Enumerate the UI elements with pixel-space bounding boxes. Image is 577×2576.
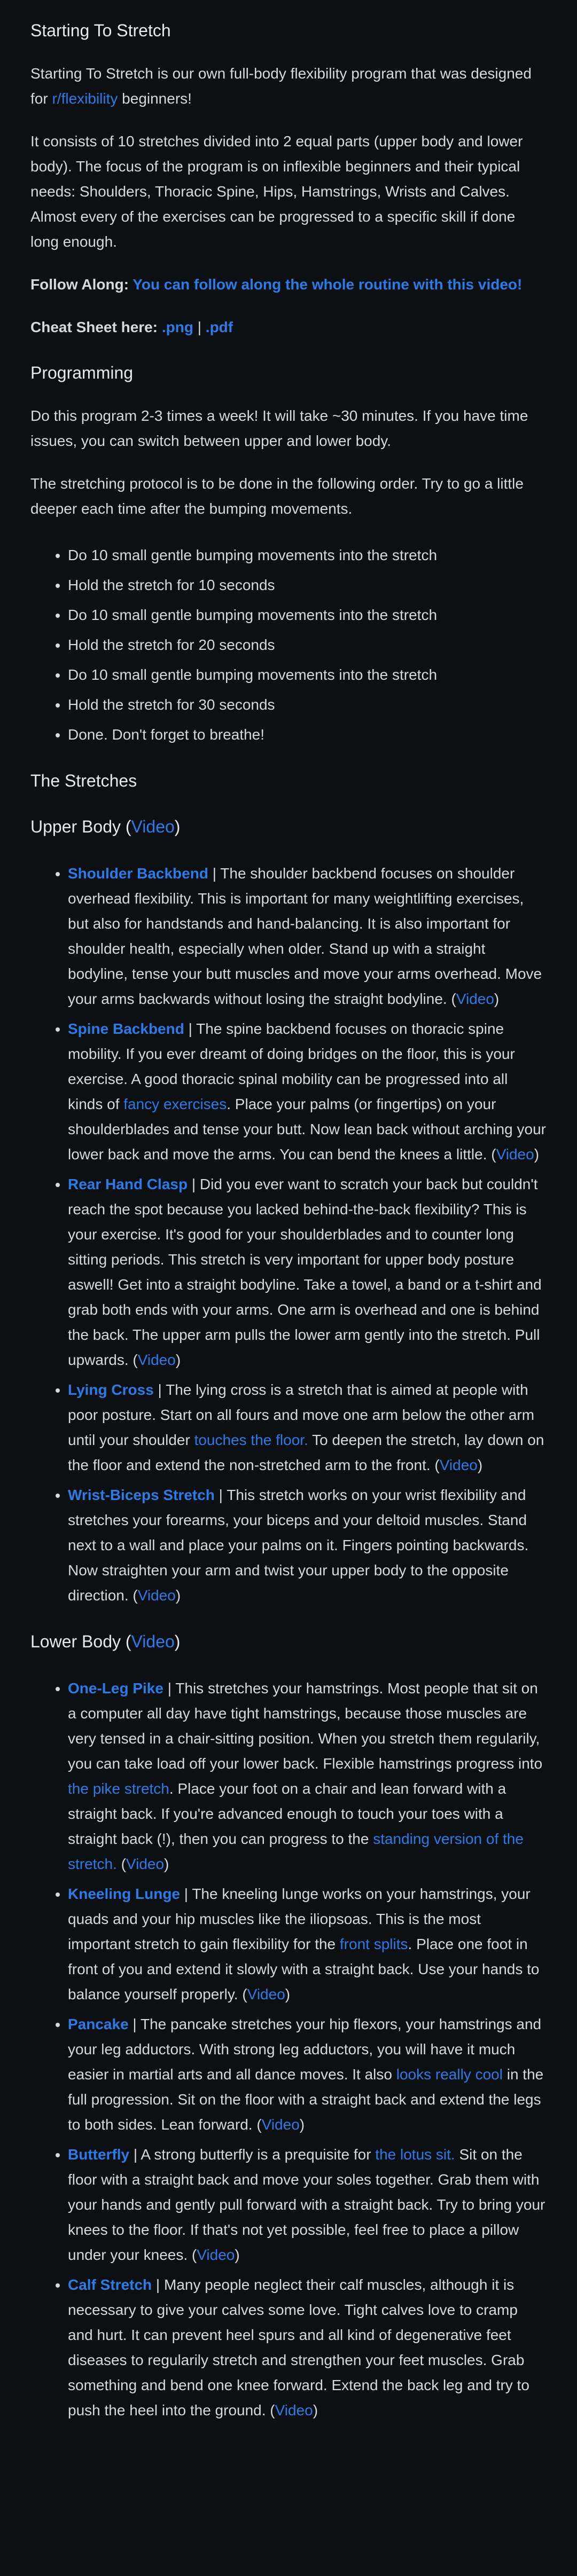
stretch-link-wrist-biceps-stretch[interactable]: Wrist-Biceps Stretch: [68, 1487, 215, 1503]
page-title: Starting To Stretch: [30, 21, 171, 40]
video-link[interactable]: Video: [137, 1587, 176, 1604]
lower-body-stretches-list: [30, 1676, 547, 2423]
text-run: ): [477, 1457, 483, 1473]
cheat-sheet-pdf-link[interactable]: .pdf: [205, 319, 233, 335]
text-run: Hold the stretch for 30 seconds: [68, 696, 275, 713]
video-link[interactable]: Video: [496, 1146, 534, 1163]
stretch-link-kneeling-lunge[interactable]: Kneeling Lunge: [68, 1886, 180, 1902]
text-run: The Stretches: [30, 771, 137, 790]
stretch-item-wrist-biceps-stretch: [68, 1482, 547, 1608]
protocol-list: [30, 543, 547, 747]
text-run: Hold the stretch for 20 seconds: [68, 637, 275, 653]
text-run: |: [193, 319, 206, 335]
pike-stretch-link[interactable]: the pike stretch: [68, 1780, 169, 1797]
stretch-link-rear-hand-clasp[interactable]: Rear Hand Clasp: [68, 1176, 188, 1192]
stretch-item-pancake: [68, 2012, 547, 2137]
overview-paragraph: [30, 129, 547, 254]
text-run: Do 10 small gentle bumping movements into the stretch: [68, 666, 438, 683]
stretch-link-pancake[interactable]: Pancake: [68, 2016, 129, 2032]
text-run: Upper Body (: [30, 817, 131, 836]
text-run: Do 10 small gentle bumping movements into the stretch: [68, 607, 438, 623]
wiki-content: [30, 61, 547, 2423]
text-run: Do 10 small gentle bumping movements into the stretch: [68, 547, 438, 563]
stretch-item-kneeling-lunge: [68, 1881, 547, 2007]
video-link[interactable]: Video: [275, 2402, 313, 2418]
protocol-step: [68, 662, 547, 687]
subreddit-link[interactable]: r/flexibility: [52, 90, 118, 107]
text-run: To deepen the stretch, lay down on the floor and extend the non-stretched arm to the front. (: [68, 1432, 544, 1473]
text-run: ): [235, 2247, 240, 2263]
video-link[interactable]: Video: [261, 2116, 300, 2133]
stretch-item-shoulder-backbend: [68, 861, 547, 1011]
text-run: Do this program 2-3 times a week! It will take ~30 minutes. If you have time issues, you can switch between upper and lower body.: [30, 407, 528, 449]
text-run: Hold the stretch for 10 seconds: [68, 577, 275, 593]
text-run: ): [494, 991, 500, 1007]
text-run: | This stretches your hamstrings. Most people that sit on a computer all day have tight hamstrings, because those muscles are very tensed in a chair-sitting position. When you stretch them regularily, you can take load off your lower back. Flexible hamstrings progress into: [68, 1680, 543, 1772]
video-link[interactable]: Video: [126, 1856, 165, 1872]
text-run: | This stretch works on your wrist flexibility and stretches your forearms, your biceps and your deltoid muscles. Stand next to a wall and place your palms on it. Fingers pointing backwards. Now straighten your arm and twist your upper body to the opposite direction. (: [68, 1487, 529, 1604]
video-link[interactable]: Video: [439, 1457, 478, 1473]
text-run: Follow Along:: [30, 276, 133, 293]
touches-the-floor-link[interactable]: touches the floor.: [194, 1432, 308, 1448]
text-run: ): [534, 1146, 540, 1163]
video-link[interactable]: Video: [247, 1986, 285, 2002]
text-run: Done. Don't forget to breathe!: [68, 726, 265, 743]
text-run: | The pancake stretches your hip flexors, your hamstrings and your leg adductors. With strong leg adductors, you will have it much easier in martial arts and all dance moves. It also: [68, 2016, 542, 2083]
stretch-link-butterfly[interactable]: Butterfly: [68, 2146, 130, 2163]
front-splits-link[interactable]: front splits: [339, 1936, 408, 1952]
follow-along-paragraph: [30, 272, 547, 297]
text-run: . Place your foot on a chair and lean forward with a straight back. If you're advanced enough to touch your toes with a straight back (!), then you can progress to the: [68, 1780, 506, 1847]
lotus-sit-link[interactable]: the lotus sit.: [375, 2146, 455, 2163]
standing-version-link[interactable]: standing version of the stretch.: [68, 1831, 524, 1872]
text-run: ): [174, 817, 181, 836]
protocol-step: [68, 632, 547, 657]
video-link[interactable]: Video: [137, 1352, 176, 1368]
heading-upper-body: [30, 814, 547, 839]
text-run: ): [285, 1986, 291, 2002]
stretch-link-one-leg-pike[interactable]: One-Leg Pike: [68, 1680, 163, 1697]
cheat-sheet-png-link[interactable]: .png: [161, 319, 193, 335]
text-run: Sit on the floor with a straight back and move your soles together. Grab them with your hands and gently pull forward with a straight back. Try to bring your knees to the floor. If that's not yet possible, feel free to place a pillow under your knees. (: [68, 2146, 545, 2263]
text-run: beginners!: [118, 90, 192, 107]
protocol-step: [68, 722, 547, 747]
upper-body-video-link[interactable]: Video: [131, 817, 175, 836]
fancy-exercises-link[interactable]: fancy exercises: [123, 1096, 227, 1112]
text-run: . Place your palms (or fingertips) on your shoulderblades and tense your butt. Now lean back without arching your lower back and move the arms. You can bend the knees a little. (: [68, 1096, 546, 1163]
looks-really-cool-link[interactable]: looks really cool: [396, 2066, 503, 2083]
text-run: | Did you ever want to scratch your back but couldn't reach the spot because you lacked behind-the-back flexibility? This is your exercise. It's good for your shoulderblades and to counter long sitting periods. This stretch is very important for upper body posture aswell! Get into a straight bodyline. Take a towel, a band or a t-shirt and grab both ends with your arms. One arm is overhead and one is behind the back. The upper arm pulls the lower arm gently into the stretch. Pull upwards. (: [68, 1176, 542, 1368]
text-run: | Many people neglect their calf muscles, although it is necessary to give your calves some love. Tight calves love to cramp and hurt. It can prevent heel spurs and all kind of degenerative feet diseases to regularily stretch and strengthen your feet muscles. Grab something and bend one knee forward. Extend the back leg and try to push the heel into the ground. (: [68, 2276, 529, 2418]
frequency-paragraph: [30, 403, 547, 453]
stretch-link-shoulder-backbend[interactable]: Shoulder Backbend: [68, 865, 208, 882]
text-run: It consists of 10 stretches divided into 2 equal parts (upper body and lower body). The focus of the program is on inflexible beginners and their typical needs: Shoulders, Thoracic Spine, Hips, Hamstrings, Wrists and Calves. Almost every of the exercises can be progressed to a specific skill if done long enough.: [30, 133, 523, 250]
text-run: ): [313, 2402, 318, 2418]
text-run: Programming: [30, 363, 134, 382]
stretch-item-one-leg-pike: [68, 1676, 547, 1876]
text-run: | The kneeling lunge works on your hamstrings, your quads and your hip muscles like the iliopsoas. This is the most important stretch to gain flexibility for the: [68, 1886, 531, 1952]
intro-paragraph: [30, 61, 547, 111]
text-run: Cheat Sheet here:: [30, 319, 162, 335]
text-run: ): [175, 1352, 181, 1368]
text-run: ): [299, 2116, 305, 2133]
protocol-step: [68, 692, 547, 717]
stretch-item-butterfly: [68, 2142, 547, 2267]
text-run: in the full progression. Sit on the floor with a straight back and extend the legs to both sides. Lean forward. (: [68, 2066, 544, 2133]
text-run: Lower Body (: [30, 1632, 131, 1651]
follow-along-video-link[interactable]: You can follow along the whole routine with this video!: [132, 276, 523, 293]
text-run: . Place one foot in front of you and extend it slowly with a straight back. Use your hands to balance yourself properly. (: [68, 1936, 540, 2002]
text-run: | The spine backbend focuses on thoracic spine mobility. If you ever dreamt of doing bridges on the floor, this is your exercise. A good thoracic spinal mobility can be progressed into all kinds of: [68, 1020, 515, 1112]
stretch-link-calf-stretch[interactable]: Calf Stretch: [68, 2276, 152, 2293]
protocol-step: [68, 572, 547, 598]
text-run: ): [174, 1632, 181, 1651]
protocol-step: [68, 602, 547, 627]
text-run: Starting To Stretch is our own full-body flexibility program that was designed for: [30, 65, 532, 107]
heading-programming: [30, 360, 547, 386]
video-link[interactable]: Video: [456, 991, 494, 1007]
stretch-link-lying-cross[interactable]: Lying Cross: [68, 1381, 154, 1398]
text-run: | The shoulder backbend focuses on shoulder overhead flexibility. This is important for many weightlifting exercises, but also for handstands and hand-balancing. It is also important for shoulder health, especially when older. Stand up with a straight bodyline, tense your butt muscles and move your arms overhead. Move your arms backwards without losing the straight bodyline. (: [68, 865, 542, 1007]
cheat-sheet-paragraph: [30, 315, 547, 340]
text-run: | A strong butterfly is a prequisite for: [129, 2146, 376, 2163]
protocol-step: [68, 543, 547, 568]
text-run: (: [116, 1856, 126, 1872]
heading-the-stretches: [30, 768, 547, 794]
text-run: The stretching protocol is to be done in the following order. Try to go a little deeper each time after the bumping movements.: [30, 475, 524, 517]
stretch-item-calf-stretch: [68, 2272, 547, 2423]
stretch-item-lying-cross: [68, 1377, 547, 1478]
upper-body-stretches-list: [30, 861, 547, 1608]
stretch-link-spine-backbend[interactable]: Spine Backbend: [68, 1020, 184, 1037]
stretch-item-rear-hand-clasp: [68, 1172, 547, 1372]
text-run: ): [164, 1856, 169, 1872]
text-run: | The lying cross is a stretch that is aimed at people with poor posture. Start on all fours and move one arm below the other arm until your shoulder: [68, 1381, 535, 1448]
heading-lower-body: [30, 1629, 547, 1654]
lower-body-video-link[interactable]: Video: [131, 1632, 175, 1651]
protocol-paragraph: [30, 471, 547, 521]
video-link[interactable]: Video: [197, 2247, 235, 2263]
stretch-item-spine-backbend: [68, 1016, 547, 1167]
text-run: ): [175, 1587, 181, 1604]
